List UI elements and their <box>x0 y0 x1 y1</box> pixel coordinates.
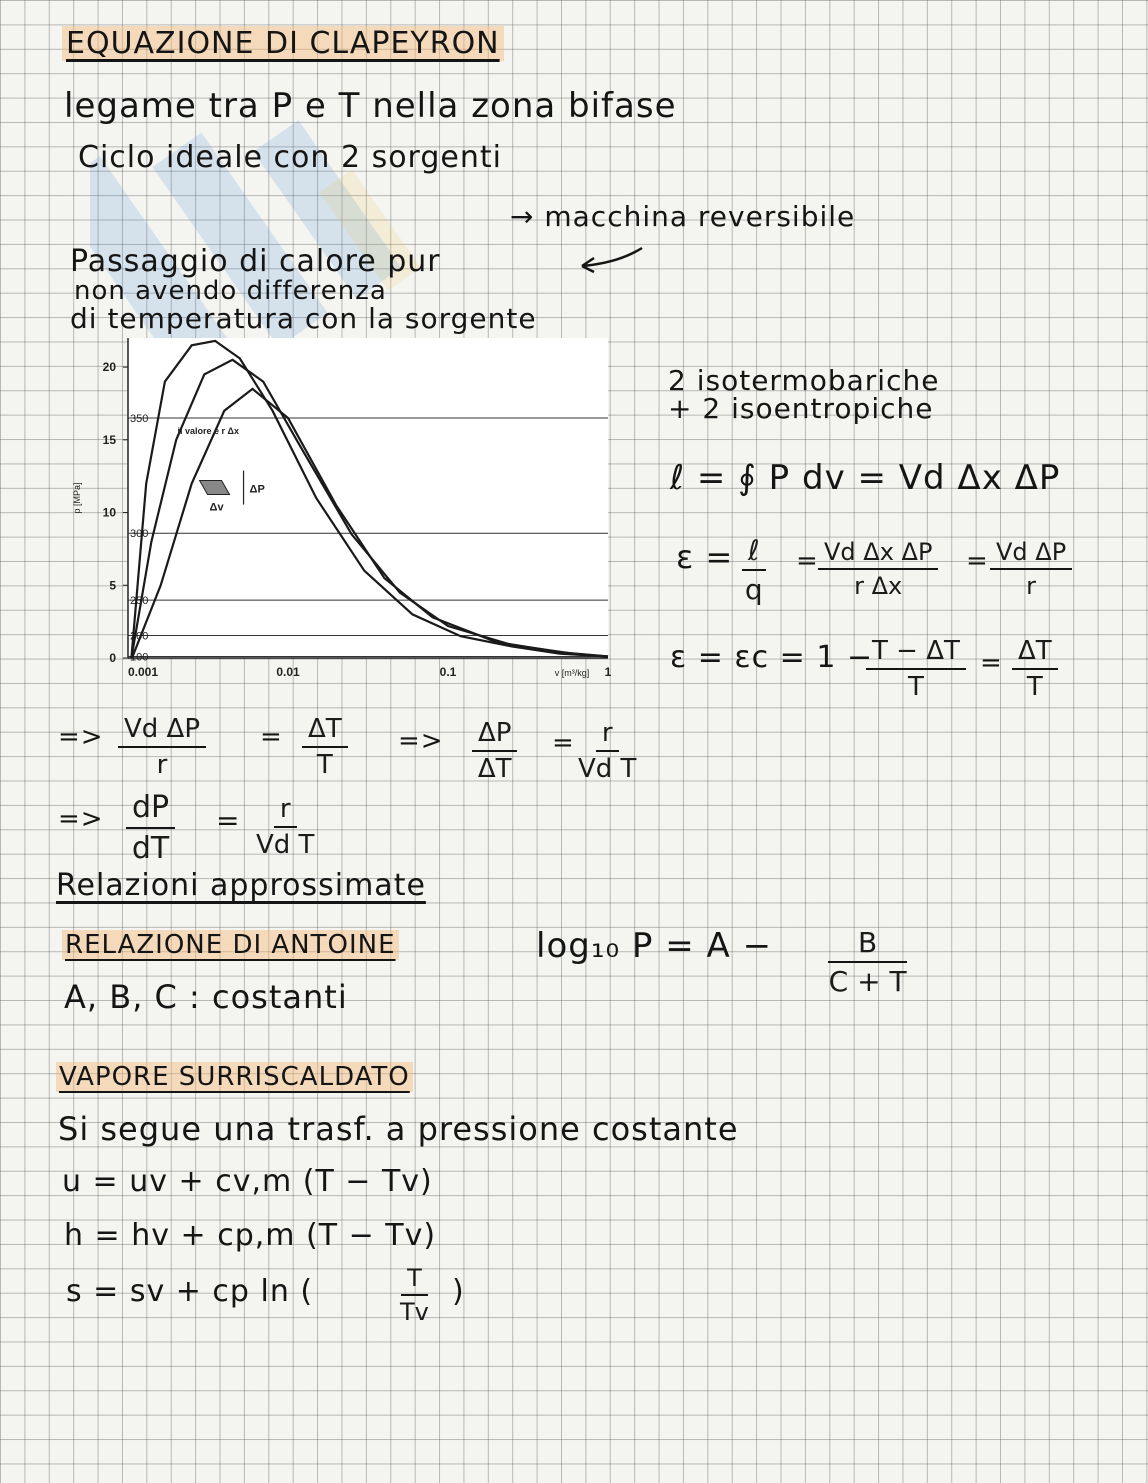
back-arrow-icon <box>576 240 646 280</box>
x-tick-label: 0.01 <box>276 665 300 679</box>
dp-annotation: ΔP <box>249 483 265 496</box>
entropy-fraction <box>400 1264 429 1326</box>
antoine-title: RELAZIONE DI ANTOINE <box>62 930 399 960</box>
saturation-curve <box>131 341 608 658</box>
intro-line-4: Passaggio di calore pur <box>70 244 441 279</box>
fraction-denominator: Vd T <box>256 830 315 860</box>
fraction-numerator: Vd ΔP <box>990 538 1072 570</box>
cycle-area <box>200 481 230 495</box>
superheated-line-1: Si segue una trasf. a pressione costante <box>58 1110 739 1148</box>
intro-line-2: Ciclo ideale con 2 sorgenti <box>78 140 502 175</box>
derivation-fraction-1 <box>118 714 206 780</box>
fraction-denominator: T <box>907 672 924 702</box>
right-note-1: 2 isotermobariche <box>668 364 940 397</box>
antoine-constants: A, B, C : costanti <box>64 978 348 1016</box>
equals-sign: = <box>260 722 283 752</box>
equals-sign: = <box>796 546 819 576</box>
y-tick-label: 10 <box>102 505 116 520</box>
fraction-denominator: Tv <box>400 1298 429 1326</box>
fraction-numerator: T <box>401 1264 428 1296</box>
implies-arrow: => <box>398 726 444 756</box>
page-title: EQUAZIONE DI CLAPEYRON <box>62 26 504 61</box>
fraction-numerator: T − ΔT <box>866 636 966 670</box>
entropy-equation-right: ) <box>452 1274 465 1309</box>
equals-sign: = <box>966 546 989 576</box>
equals-sign: = <box>980 648 1003 678</box>
equals-sign: = <box>552 728 575 758</box>
pv-diagram <box>60 330 622 698</box>
fraction-numerator: r <box>596 718 619 752</box>
efficiency-fraction-2 <box>818 538 938 600</box>
y-axis-label: p [MPa] <box>72 482 82 514</box>
intro-line-3: → macchina reversibile <box>510 200 856 233</box>
fraction-numerator: ΔT <box>302 714 348 748</box>
isotherm-label: 100 <box>130 651 149 664</box>
clapeyron-fraction-1 <box>126 790 175 866</box>
fraction-denominator: dT <box>131 831 170 866</box>
y-tick-label: 15 <box>102 432 116 447</box>
isotherm-label: 250 <box>130 595 149 608</box>
x-tick-label: 0.1 <box>439 665 457 679</box>
efficiency-label: ε = <box>676 538 734 576</box>
fraction-denominator: r <box>156 750 168 780</box>
carnot-label: ε = εc = 1 − <box>670 640 874 675</box>
y-tick-label: 5 <box>109 578 116 593</box>
right-note-2: + 2 isoentropiche <box>668 392 934 425</box>
efficiency-fraction-3 <box>990 538 1072 600</box>
derivation-fraction-4 <box>578 718 636 784</box>
derivation-fraction-2 <box>302 714 348 780</box>
fraction-denominator: T <box>1026 672 1043 702</box>
fraction-numerator: Vd ΔP <box>118 714 206 748</box>
fraction-numerator: Vd Δx ΔP <box>818 538 938 570</box>
area-annotation: il valore è r Δx <box>177 426 240 436</box>
x-axis-label: v [m³/kg] <box>554 668 590 678</box>
y-tick-label: 20 <box>102 360 116 375</box>
intro-line-6: di temperatura con la sorgente <box>70 302 537 335</box>
fraction-denominator: q <box>744 573 763 606</box>
fraction-denominator: ΔT <box>477 754 512 784</box>
enthalpy-equation: h = hv + cp,m (T − Tv) <box>64 1218 437 1253</box>
fraction-numerator: ΔP <box>472 718 517 752</box>
fraction-numerator: r <box>274 794 297 828</box>
saturation-curve <box>131 360 608 658</box>
implies-arrow: => <box>58 804 104 834</box>
derivation-fraction-3 <box>472 718 517 784</box>
fraction-denominator: Vd T <box>578 754 637 784</box>
antoine-equation: log₁₀ P = A − <box>536 926 773 966</box>
antoine-fraction <box>828 926 907 998</box>
x-tick-label: 0.001 <box>128 665 159 679</box>
equals-sign: = <box>216 804 241 837</box>
fraction-numerator: ℓ <box>742 534 766 571</box>
fraction-denominator: T <box>316 750 333 780</box>
intro-line-1: legame tra P e T nella zona bifase <box>64 86 677 126</box>
chart-svg <box>60 330 622 698</box>
y-tick-label: 0 <box>109 651 116 665</box>
dv-annotation: Δv <box>209 501 224 514</box>
clapeyron-fraction-2 <box>256 794 314 860</box>
fraction-denominator: r <box>1026 572 1037 600</box>
intro-line-5: non avendo differenza <box>74 276 387 306</box>
carnot-fraction-1 <box>866 636 966 702</box>
fraction-denominator: C + T <box>828 965 907 998</box>
isotherm-label: 300 <box>130 528 149 541</box>
relations-heading: Relazioni approssimate <box>56 868 426 903</box>
work-equation: ℓ = ∮ P dv = Vd Δx ΔP <box>670 458 1061 498</box>
fraction-denominator: r Δx <box>854 572 903 600</box>
fraction-numerator: dP <box>126 790 175 829</box>
entropy-equation-left: s = sv + cp ln ( <box>66 1274 314 1309</box>
carnot-fraction-2 <box>1012 636 1058 702</box>
superheated-title: VAPORE SURRISCALDATO <box>56 1062 413 1092</box>
isotherm-label: 350 <box>130 413 149 425</box>
implies-arrow: => <box>58 722 104 752</box>
isotherm-label: 200 <box>130 630 149 643</box>
fraction-numerator: B <box>828 926 907 963</box>
x-tick-label: 1 <box>604 665 612 679</box>
fraction-numerator: ΔT <box>1012 636 1058 670</box>
internal-energy-equation: u = uv + cv,m (T − Tv) <box>62 1164 433 1199</box>
efficiency-fraction-1 <box>742 534 766 606</box>
